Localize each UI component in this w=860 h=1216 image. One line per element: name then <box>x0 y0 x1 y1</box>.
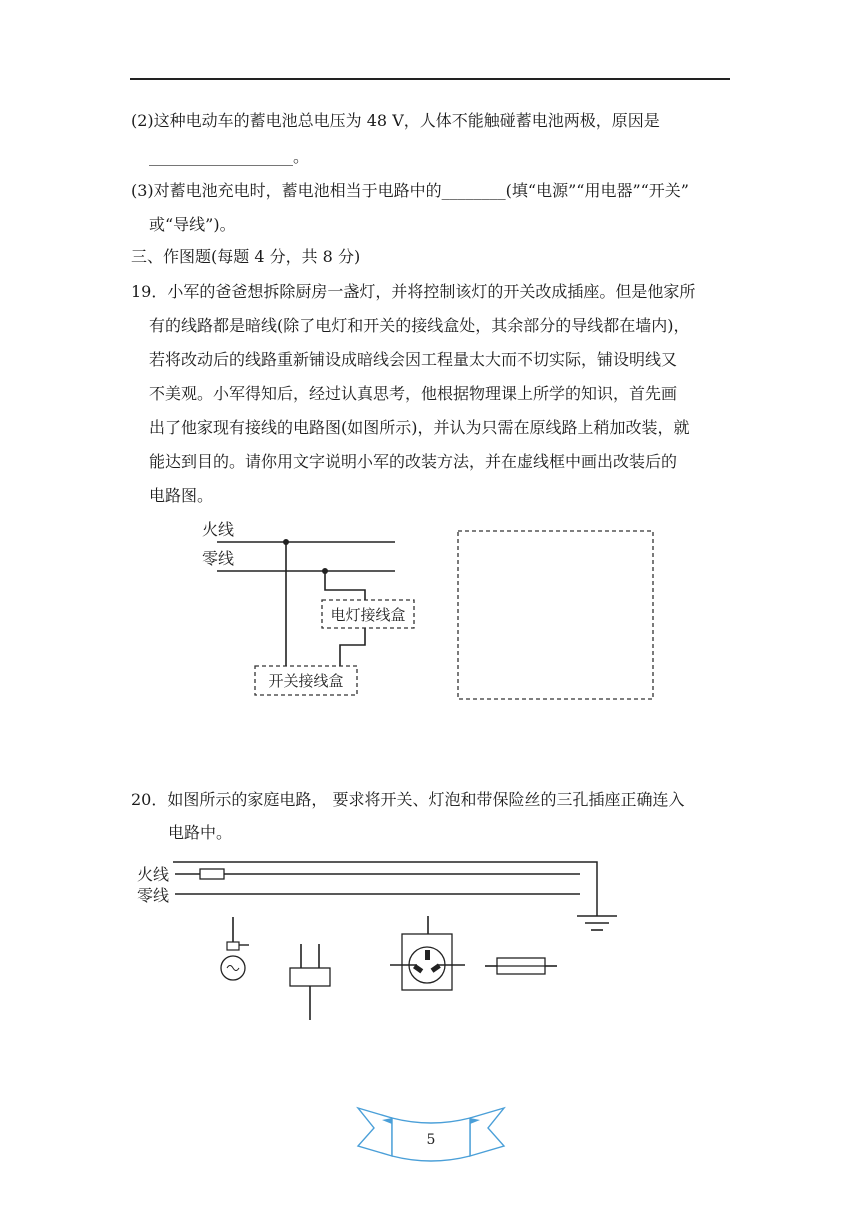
socket-fuse-icon[interactable] <box>485 958 557 974</box>
q19-text-line-2: 有的线路都是暗线(除了电灯和开关的接线盒处，其余部分的导线都在墙内)， <box>149 316 690 335</box>
three-hole-socket-icon[interactable] <box>390 916 465 990</box>
lamp-switch-wire <box>340 628 365 666</box>
header-rule <box>130 78 730 80</box>
fuse-icon <box>200 869 224 879</box>
page-number-ribbon <box>356 1100 506 1170</box>
light-bulb-icon[interactable] <box>221 917 249 980</box>
live-wire-label: 火线 <box>137 865 170 884</box>
q20-text-line-1: 20．如图所示的家庭电路， 要求将开关、灯泡和带保险丝的三孔插座正确连入 <box>131 790 685 809</box>
q18-item2-line1: (2)这种电动车的蓄电池总电压为 48 V，人体不能触碰蓄电池两极，原因是 <box>131 111 660 130</box>
switch-icon[interactable] <box>290 944 330 1020</box>
q19-text-line-4: 不美观。小军得知后，经过认真思考，他根据物理课上所学的知识，首先画 <box>149 384 678 403</box>
live-wire-label: 火线 <box>202 520 235 539</box>
q19-text-line-1: 19．小军的爸爸想拆除厨房一盏灯，并将控制该灯的开关改成插座。但是他家所 <box>131 282 696 301</box>
q19-text-line-5: 出了他家现有接线的电路图(如图所示)，并认为只需在原线路上稍加改装，就 <box>149 418 690 437</box>
neutral-wire-label: 零线 <box>137 886 170 905</box>
answer-drawing-area[interactable] <box>458 531 653 699</box>
q19-text-line-3: 若将改动后的线路重新铺设成暗线会因工程量太大而不切实际，铺设明线又 <box>149 350 678 369</box>
q19-text-line-6: 能达到目的。请你用文字说明小军的改装方法，并在虚线框中画出改装后的 <box>149 452 678 471</box>
page-number: 5 <box>426 1132 436 1148</box>
lamp-neutral-wire <box>325 571 365 600</box>
q19-circuit-diagram <box>190 510 670 710</box>
ground-wire <box>173 862 597 916</box>
section-heading: 三、作图题(每题 4 分，共 8 分) <box>131 247 361 266</box>
q18-item3-line1: (3)对蓄电池充电时，蓄电池相当于电路中的________(填“电源”“用电器”“开关” <box>131 181 689 200</box>
q19-text-line-7: 电路图。 <box>149 486 214 505</box>
q20-text-line-2: 电路中。 <box>168 823 233 842</box>
q20-household-circuit-diagram <box>125 850 635 1030</box>
neutral-wire-label: 零线 <box>202 549 235 568</box>
lamp-junction-box-label: 电灯接线盒 <box>330 606 406 624</box>
q18-item2-blank-line: __________________。 <box>149 147 310 166</box>
switch-junction-box-label: 开关接线盒 <box>268 672 344 690</box>
q18-item3-line2: 或“导线”)。 <box>149 215 236 234</box>
